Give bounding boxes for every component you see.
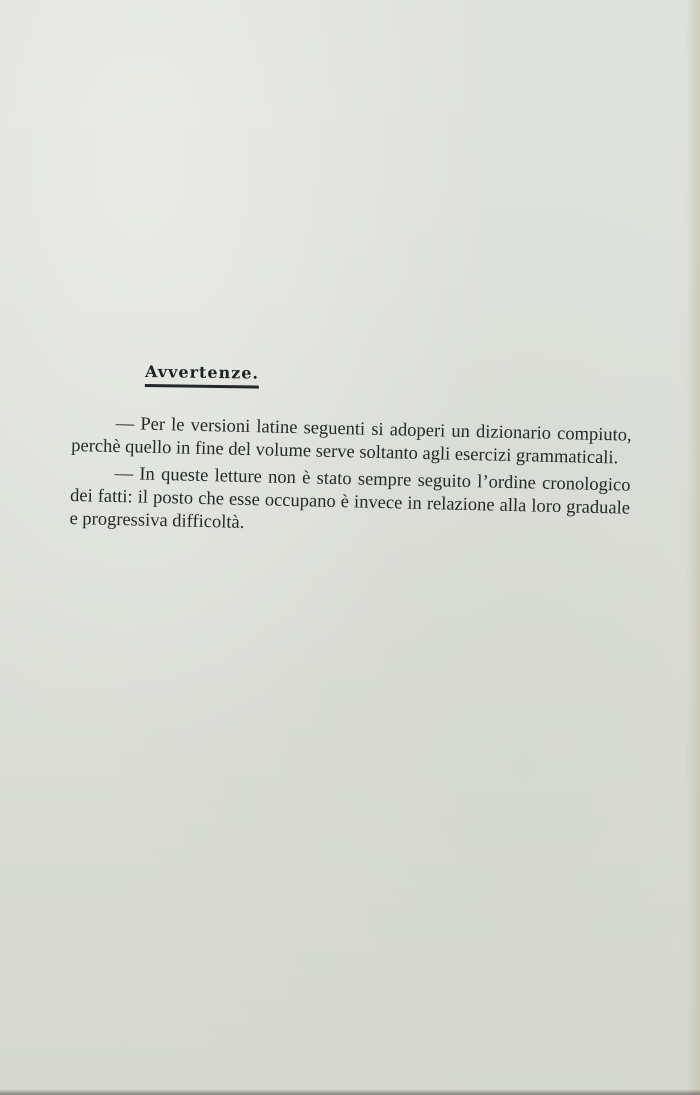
paragraph-order-note: — In queste letture non è stato sempre seguito l’ordine cronologico dei fatti: il posto che esse occupano è invece in relazione alla loro graduale e progressiva difficoltà. (69, 463, 631, 533)
page-edge-shadow (686, 0, 700, 1095)
notice-text (69, 412, 632, 544)
paragraph-dictionary-note: — Per le versioni latine seguenti si adoperi un dizionario compiuto, perchè quello in fine del volume serve soltanto agli esercizi grammaticali. (71, 413, 632, 469)
page-bottom-edge (0, 1089, 700, 1095)
section-heading: Avvertenze. (145, 362, 259, 389)
